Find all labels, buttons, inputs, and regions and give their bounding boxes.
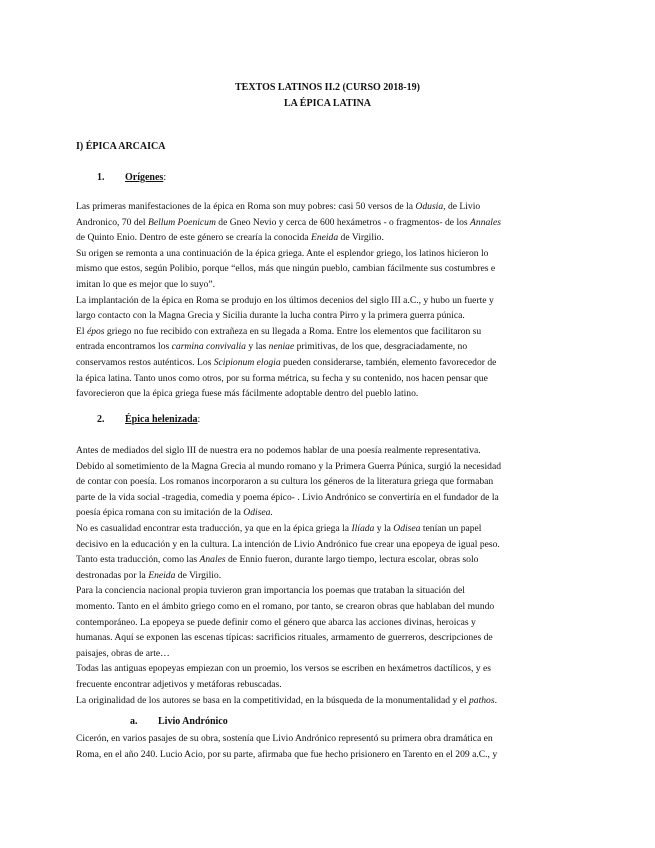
text-run: poesía épica romana con su imitación de la [76,507,244,519]
paragraph-livio-andronico [76,731,579,762]
text-run: destronadas por la [76,569,149,581]
text-run: y las [245,341,269,353]
text-run: , de Livio [443,201,481,212]
text-line [76,552,579,568]
text-line: Roma, en el año 240. Lucio Acio, por su parte, afirmaba que fue hecho prisionero en Tarento en el 209 a.C., y [76,748,498,760]
text-run: de Virgilio. [175,569,222,581]
text-line: Para la conciencia nacional propia tuvieron gran importancia los poemas que trataban la situación del [76,585,465,597]
text-line: Antes de mediados del siglo III de nuestra era no podemos hablar de una poesía realmente representativa. [76,445,481,456]
text-line: momento. Tanto en el ámbito griego como en el romano, por tanto, se crearon obras que hablaban del mundo [76,600,495,612]
italic-text: Ilíada [351,522,375,534]
section-heading-epica-arcaica: I) ÉPICA ARCAICA [76,141,166,152]
text-line: favorecieron que la épica griega fuese más fácilmente adoptable dentro del pueblo latino. [76,388,419,400]
subsection-colon: : [197,414,201,425]
subsection-heading-livio-andronico [130,714,228,730]
text-line: Todas las antiguas epopeyas empiezan con un proemio, los versos se escriben en hexámetros dactílicos, y es [76,663,491,675]
paragraph-epica-helenizada [76,443,579,708]
subsection-number: a. [130,716,138,727]
text-line [76,505,579,521]
text-run: pueden considerarse, también, elemento favorecedor de [280,356,497,368]
text-line [76,355,579,371]
italic-text: Odisea. [243,507,273,519]
text-run: Andronico, 70 del [76,216,148,228]
subsection-heading-origenes [97,170,166,186]
text-line: La implantación de la épica en Roma se produjo en los últimos decenios del siglo III a.C., y hubo un fuerte y [76,294,494,306]
text-run: de Quinto Enio. Dentro de este género se crearía la conocida [76,232,311,244]
subsection-label: Orígenes [125,172,164,183]
italic-text: carmina convivalia [171,341,246,353]
subsection-heading-epica-helenizada [97,412,200,428]
text-line: imitan lo que es mejor que lo suyo”. [76,278,216,290]
subsection-label: Livio Andrónico [158,716,228,727]
text-run: El [76,325,87,337]
text-line [76,339,579,355]
document-subtitle: LA ÉPICA LATINA [283,98,372,109]
text-run: y la [374,522,394,534]
text-run: griego no fue recibido con extrañeza en su llegada a Roma. Entre los elementos que facilitaron su [104,325,482,337]
subsection-label: Épica helenizada [125,414,198,425]
text-line [76,215,579,231]
text-run: conservamos restos auténticos. Los [76,356,214,368]
text-line: largo contacto con la Magna Grecia y Sicilia durante la lucha contra Pirro y la primera guerra púnica. [76,310,465,322]
document-title: TEXTOS LATINOS II.2 (CURSO 2018-19) [235,82,420,93]
italic-text: pathos [468,694,495,706]
paragraph-origenes [76,199,579,402]
text-run: tenían un papel [420,522,482,534]
text-run: No es casualidad encontrar esta traducción, ya que en la épica griega la [76,522,352,534]
text-line: frecuente encontrar adjetivos y metáforas rebuscadas. [76,678,282,690]
text-line: humanas. Aquí se exponen las escenas típicas: sacrificios rituales, armamento de guerreros, descripciones de [76,632,493,644]
text-run: de Gneo Nevio y cerca de 600 hexámetros - o fragmentos- de los [215,216,471,228]
italic-text: Annales [470,216,501,228]
text-run: Las primeras manifestaciones de la épica en Roma son muy pobres: casi 50 versos de la [76,201,416,212]
text-line [76,324,579,340]
text-run: . [494,694,497,706]
text-line [76,693,579,709]
italic-text: Odusia [415,201,444,212]
text-run: Tanto esta traducción, como las [76,554,200,566]
subsection-number: 2. [97,414,105,425]
text-line: decisivo en la educación y en la cultura. La intención de Livio Andrónico fue crear una epopeya de igual peso. [76,538,500,550]
italic-text: Bellum Poenicum [147,216,216,228]
text-run: entrada encontramos los [76,341,172,353]
text-line: Cicerón, en varios pasajes de su obra, sostenía que Livio Andrónico representó su primera obra dramática en [76,733,493,744]
text-run: La originalidad de los autores se basa en la competitividad, en la búsqueda de la monumentalidad y el [76,694,469,706]
text-line: de contar con poesía. Los romanos incorporaron a su cultura los géneros de la literatura griega que formaban [76,476,494,488]
text-line: parte de la vida social -tragedia, comedia y poema épico- . Livio Andrónico se convertiría en el fundador de la [76,491,499,503]
text-line [76,199,579,215]
italic-text: Odisea [393,522,421,534]
text-run: primitivas, de los que, desgraciadamente, no [294,341,468,353]
text-line: mismo que estos, según Polibio, porque “ellos, más que ningún pueblo, cambian fácilmente sus costumbres e [76,263,496,275]
text-line: paisajes, obras de arte… [76,647,170,659]
italic-text: Eneida [148,569,176,581]
text-run: de Ennio fueron, durante largo tiempo, lectura escolar, obras solo [225,554,479,566]
text-line: Su origen se remonta a una continuación de la épica griega. Ante el esplendor griego, los latinos hicieron lo [76,247,489,259]
text-line [76,521,579,537]
subsection-number: 1. [97,172,105,183]
subsection-colon: : [163,172,167,183]
text-line: contemporáneo. La epopeya se puede definir como el género que abarca las acciones divinas, heroicas y [76,616,476,628]
italic-text: neniae [268,341,295,353]
italic-text: Anales [199,554,226,566]
text-line [76,230,579,246]
text-line: Debido al sometimiento de la Magna Grecia al mundo romano y la Primera Guerra Púnica, surgió la necesidad [76,460,502,472]
text-line [76,568,579,584]
text-line: la épica latina. Tanto unos como otros, por su forma métrica, su fecha y su contenido, nos hacen pensar que [76,372,488,384]
italic-text: Scipionum elogia [213,356,281,368]
text-run: de Virgilio. [338,232,384,244]
italic-text: épos [86,325,105,337]
italic-text: Eneida [310,232,339,244]
